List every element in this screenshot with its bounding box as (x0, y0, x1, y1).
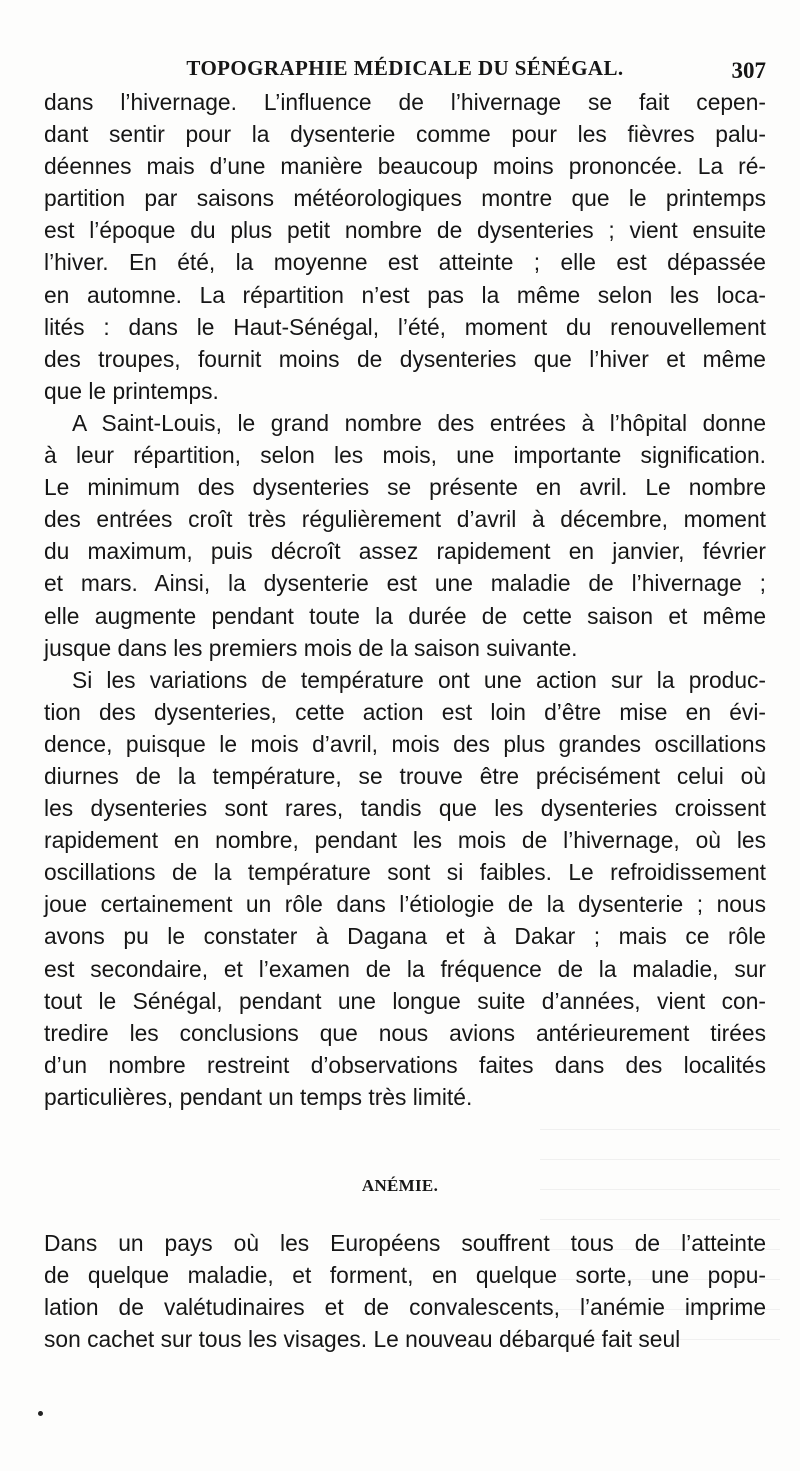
text-line: dence, puisque le mois d’avril, mois des plus grandes oscillations (44, 730, 766, 757)
text-line: tredire les conclusions que nous avions antérieurement tirées (44, 1019, 766, 1046)
text-line: elle augmente pendant toute la durée de cette saison et même (44, 602, 766, 629)
text-line: de quelque maladie, et forment, en quelque sorte, une popu- (44, 1262, 766, 1289)
paragraph (44, 1227, 766, 1355)
text-line: jusque dans les premiers mois de la saison suivante. (44, 634, 578, 661)
paragraph (44, 664, 766, 1113)
text-line: d’un nombre restreint d’observations faites dans des localités (44, 1051, 766, 1078)
text-line: oscillations de la température sont si faibles. Le refroidissement (44, 859, 766, 886)
text-line: rapidement en nombre, pendant les mois de l’hivernage, où les (44, 827, 766, 854)
text-line: diurnes de la température, se trouve être précisément celui où (44, 762, 766, 789)
text-line: et mars. Ainsi, la dysenterie est une maladie de l’hivernage ; (44, 570, 766, 597)
text-line: déennes mais d’une manière beaucoup moins prononcée. La ré- (44, 153, 766, 180)
paragraph (44, 407, 766, 664)
text-line: les dysenteries sont rares, tandis que les dysenteries croissent (44, 795, 766, 822)
text-line: partition par saisons météorologiques montre que le printemps (44, 185, 766, 212)
text-line: Si les variations de température ont une action sur la produc- (72, 666, 766, 693)
text-line: Le minimum des dysenteries se présente en avril. Le nombre (44, 474, 766, 501)
text-line: à leur répartition, selon les mois, une importante signification. (44, 442, 766, 469)
text-line: du maximum, puis décroît assez rapidement en janvier, février (44, 538, 766, 565)
text-line: tion des dysenteries, cette action est loin d’être mise en évi- (44, 698, 766, 725)
text-line: avons pu le constater à Dagana et à Dakar ; mais ce rôle (44, 923, 766, 950)
text-line: lation de valétudinaires et de convalescents, l’anémie imprime (44, 1294, 766, 1321)
body-text-lower (44, 1227, 766, 1355)
page-number: 307 (731, 58, 766, 83)
running-header (44, 56, 766, 88)
text-line: des troupes, fournit moins de dysenteries que l’hiver et même (44, 345, 766, 372)
stray-mark (38, 1411, 43, 1416)
text-line: dans l’hivernage. L’influence de l’hivernage se fait cepen- (44, 89, 766, 115)
text-line: est l’époque du plus petit nombre de dysenteries ; vient ensuite (44, 217, 766, 244)
text-line: lités : dans le Haut-Sénégal, l’été, moment du renouvellement (44, 313, 766, 340)
text-line: A Saint-Louis, le grand nombre des entrées à l’hôpital donne (72, 409, 766, 436)
text-line: l’hiver. En été, la moyenne est atteinte ; elle est dépassée (44, 249, 766, 276)
text-line: particulières, pendant un temps très limité. (44, 1083, 473, 1110)
text-line: son cachet sur tous les visages. Le nouveau débarqué fait seul (44, 1326, 681, 1353)
running-title: TOPOGRAPHIE MÉDICALE DU SÉNÉGAL. (186, 56, 624, 80)
section-heading: ANÉMIE. (361, 1176, 439, 1195)
text-line: que le printemps. (44, 377, 219, 404)
paragraph (44, 86, 766, 407)
text-line: est secondaire, et l’examen de la fréquence de la maladie, sur (44, 955, 766, 982)
text-line: dant sentir pour la dysenterie comme pour les fièvres palu- (44, 121, 766, 148)
text-line: tout le Sénégal, pendant une longue suite d’années, vient con- (44, 987, 766, 1014)
text-line: des entrées croît très régulièrement d’avril à décembre, moment (44, 506, 766, 533)
text-line: joue certainement un rôle dans l’étiologie de la dysenterie ; nous (44, 891, 766, 918)
text-line: Dans un pays où les Européens souffrent tous de l’atteinte (44, 1230, 766, 1256)
body-text-upper (44, 86, 766, 1113)
text-line: en automne. La répartition n’est pas la même selon les loca- (44, 281, 766, 308)
